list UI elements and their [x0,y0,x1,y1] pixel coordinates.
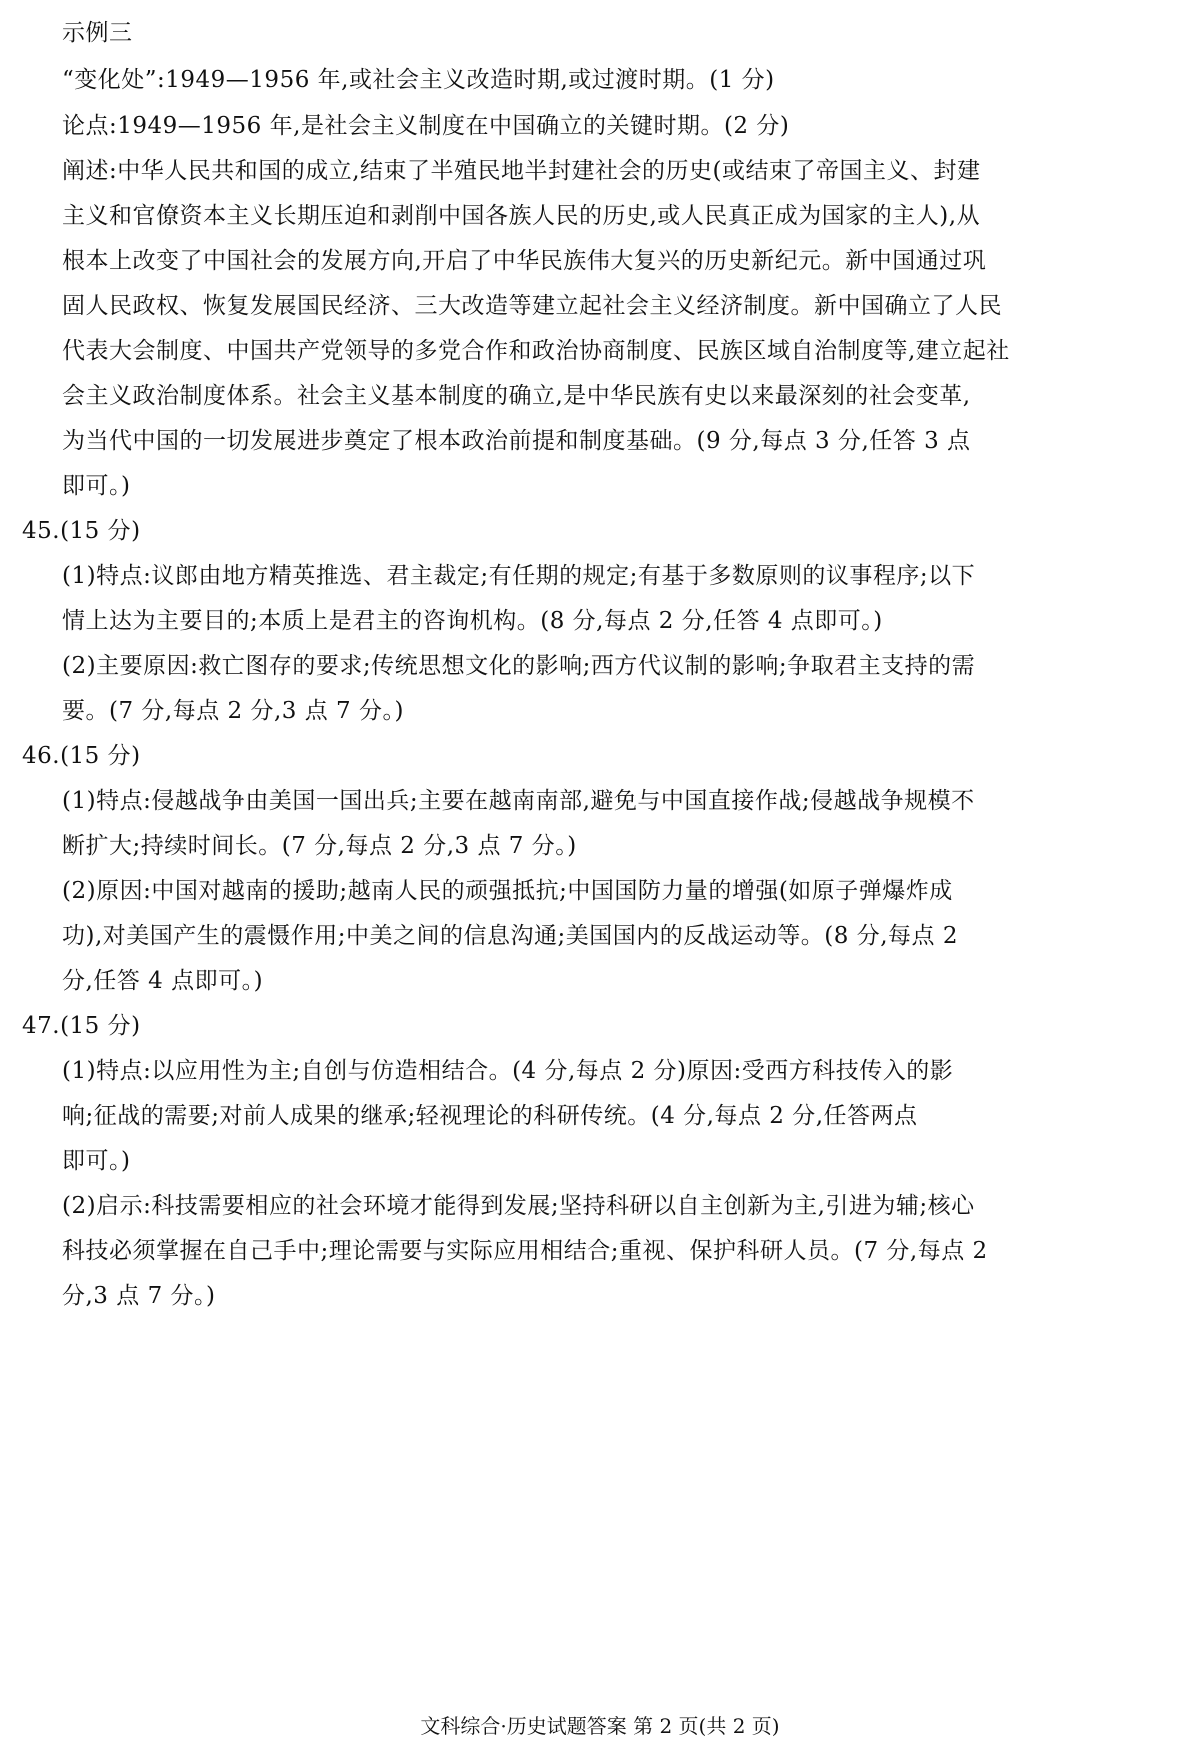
elaboration-line: 即可。) [62,473,131,499]
page-footer: 文科综合·历史试题答案 第 2 页(共 2 页) [420,1714,780,1738]
q46-part2-line: 功),对美国产生的震慑作用;中美之间的信息沟通;美国国内的反战运动等。(8 分,每点 2 [62,923,958,949]
q45-part1-line: (1)特点:议郎由地方精英推选、君主裁定;有任期的规定;有基于多数原则的议事程序;以下 [62,563,976,589]
q46-part1-line: 断扩大;持续时间长。(7 分,每点 2 分,3 点 7 分。) [62,833,577,859]
q46-part1-line: (1)特点:侵越战争由美国一国出兵;主要在越南南部,避免与中国直接作战;侵越战争规模不 [62,788,975,814]
change-line: “变化处”:1949—1956 年,或社会主义改造时期,或过渡时期。(1 分) [62,67,775,93]
q46-part2-line: (2)原因:中国对越南的援助;越南人民的顽强抵抗;中国国防力量的增强(如原子弹爆炸成 [62,878,953,904]
q47-part2-line: (2)启示:科技需要相应的社会环境才能得到发展;坚持科研以自主创新为主,引进为辅;核心 [62,1193,975,1219]
question-46-header: 46.(15 分) [22,743,141,769]
elaboration-line: 固人民政权、恢复发展国民经济、三大改造等建立起社会主义经济制度。新中国确立了人民 [62,293,1002,319]
q45-part2-line: 要。(7 分,每点 2 分,3 点 7 分。) [62,698,404,724]
elaboration-line: 主义和官僚资本主义长期压迫和剥削中国各族人民的历史,或人民真正成为国家的主人),从 [62,203,981,229]
elaboration-line: 会主义政治制度体系。社会主义基本制度的确立,是中华民族有史以来最深刻的社会变革, [62,383,971,409]
elaboration-line: 代表大会制度、中国共产党领导的多党合作和政治协商制度、民族区域自治制度等,建立起社 [62,338,1010,364]
q46-part2-line: 分,任答 4 点即可。) [62,968,264,994]
question-45-header: 45.(15 分) [22,518,141,544]
elaboration-line: 根本上改变了中国社会的发展方向,开启了中华民族伟大复兴的历史新纪元。新中国通过巩 [62,248,987,274]
q45-part2-line: (2)主要原因:救亡图存的要求;传统思想文化的影响;西方代议制的影响;争取君主支持的需 [62,653,976,679]
q47-part1-line: 响;征战的需要;对前人成果的继承;轻视理论的科研传统。(4 分,每点 2 分,任答两点 [62,1103,918,1129]
q47-part1-line: (1)特点:以应用性为主;自创与仿造相结合。(4 分,每点 2 分)原因:受西方科技传入的影 [62,1058,954,1084]
elaboration-line: 阐述:中华人民共和国的成立,结束了半殖民地半封建社会的历史(或结束了帝国主义、封建 [62,158,981,184]
example-heading: 示例三 [62,20,133,46]
q47-part2-line: 科技必须掌握在自己手中;理论需要与实际应用相结合;重视、保护科研人员。(7 分,每点 2 [62,1238,988,1264]
q47-part1-line: 即可。) [62,1148,131,1174]
elaboration-line: 为当代中国的一切发展进步奠定了根本政治前提和制度基础。(9 分,每点 3 分,任答 3 点 [62,428,971,454]
question-47-header: 47.(15 分) [22,1013,141,1039]
q45-part1-line: 情上达为主要目的;本质上是君主的咨询机构。(8 分,每点 2 分,任答 4 点即可。) [62,608,883,634]
q47-part2-line: 分,3 点 7 分。) [62,1283,216,1309]
thesis-line: 论点:1949—1956 年,是社会主义制度在中国确立的关键时期。(2 分) [62,113,790,139]
